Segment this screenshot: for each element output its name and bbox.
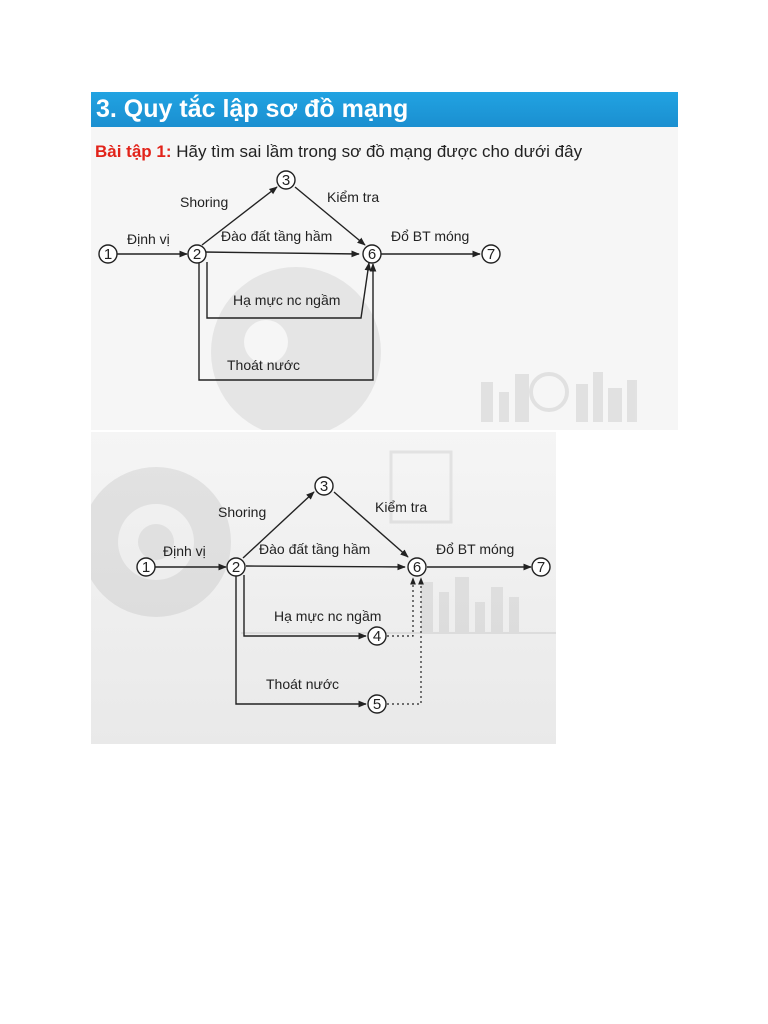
node-7	[482, 245, 500, 263]
svg-text:3: 3	[281, 172, 291, 189]
svg-text:1: 1	[141, 559, 151, 576]
svg-text:6: 6	[412, 559, 422, 576]
dummy-edge-5-6	[387, 578, 421, 704]
svg-text:1: 1	[103, 246, 113, 263]
node-7	[532, 558, 550, 576]
label-shoring: Shoring	[218, 504, 267, 520]
svg-text:2: 2	[192, 246, 202, 263]
node-6	[408, 558, 426, 576]
node-2	[188, 245, 206, 263]
label-dinh-vi: Định vị	[163, 543, 206, 559]
svg-text:7: 7	[536, 559, 546, 576]
label-dinh-vi: Định vị	[127, 231, 170, 247]
svg-text:3: 3	[319, 478, 329, 495]
slide-title: 3. Quy tắc lập sơ đồ mạng	[96, 95, 409, 123]
node-2	[227, 558, 245, 576]
network-diagram-1	[91, 92, 678, 430]
node-4	[368, 627, 386, 645]
label-thoat-nuoc: Thoát nước	[266, 676, 340, 692]
label-do-bt: Đổ BT móng	[391, 228, 470, 244]
edge-2-6	[203, 252, 359, 254]
label-ha-muc: Hạ mực nc ngầm	[274, 608, 382, 624]
dummy-edge-4-6	[387, 578, 413, 636]
svg-text:6: 6	[367, 246, 377, 263]
node-1	[137, 558, 155, 576]
corrected-diagram-image	[91, 432, 556, 744]
label-thoat-nuoc: Thoát nước	[227, 357, 301, 373]
label-dao-dat: Đào đất tầng hầm	[259, 541, 371, 557]
exercise-label: Bài tập 1:	[95, 142, 172, 161]
network-diagram-2	[91, 432, 556, 744]
exercise-text: Hãy tìm sai lầm trong sơ đồ mạng được cho dưới đây	[171, 142, 583, 161]
svg-text:4: 4	[372, 628, 382, 645]
label-ha-muc: Hạ mực nc ngầm	[233, 292, 341, 308]
node-6	[363, 245, 381, 263]
edge-2-6	[246, 566, 405, 567]
label-do-bt: Đổ BT móng	[436, 541, 515, 557]
label-kiem-tra: Kiểm tra	[327, 189, 380, 205]
svg-text:2: 2	[231, 559, 241, 576]
label-kiem-tra: Kiểm tra	[375, 499, 428, 515]
label-shoring: Shoring	[180, 194, 229, 210]
node-3	[315, 477, 333, 495]
node-5	[368, 695, 386, 713]
svg-text:7: 7	[486, 246, 496, 263]
node-3	[277, 171, 295, 189]
svg-text:5: 5	[372, 696, 382, 713]
edge-2-4	[244, 575, 366, 636]
label-dao-dat: Đào đất tầng hầm	[221, 228, 333, 244]
slide-1	[91, 92, 678, 430]
node-1	[99, 245, 117, 263]
